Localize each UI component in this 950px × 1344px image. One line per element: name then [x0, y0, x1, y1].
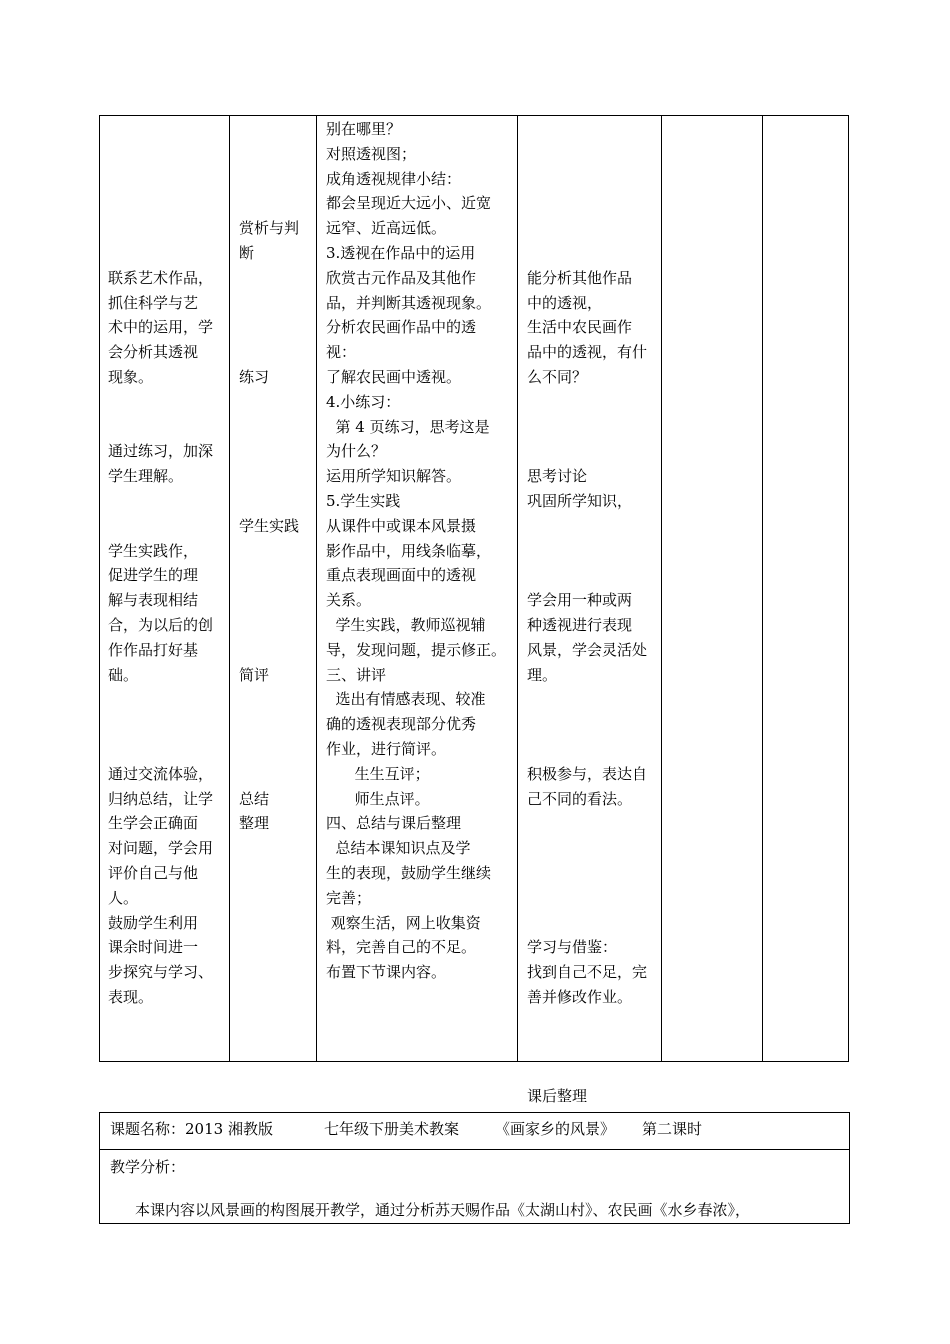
student-activity-line: [527, 836, 659, 861]
teacher-activity-line: 欣赏古元作品及其他作: [326, 268, 477, 287]
teaching-stage-line: 练习: [239, 367, 270, 386]
lesson-grade: 七年级下册美术教案: [324, 1120, 460, 1138]
student-activity-column: [527, 117, 659, 1109]
teacher-activity-line: 对照透视图；: [326, 144, 417, 163]
student-activity-line: [527, 687, 659, 712]
teacher-activity-line: 5.学生实践: [326, 491, 401, 510]
teacher-activity-line: 视：: [326, 343, 357, 362]
design-intent-line: [108, 142, 226, 167]
design-intent-line: 作作品打好基: [108, 640, 199, 659]
student-activity-line: 种透视进行表现: [527, 615, 633, 634]
student-activity-line: 中的透视，: [527, 293, 603, 312]
student-activity-line: [527, 539, 659, 564]
teaching-stage-line: 整理: [239, 814, 270, 833]
teacher-activity-line: 都会呈现近大远小、近宽: [326, 194, 492, 213]
teaching-stage-line: [239, 117, 314, 142]
teacher-activity-line: 为什么？: [326, 442, 387, 461]
student-activity-line: 理。: [527, 665, 558, 684]
teacher-activity-line: 生生互评；: [326, 764, 430, 783]
student-activity-line: 么不同？: [527, 367, 588, 386]
design-intent-line: 评价自己与他: [108, 863, 199, 882]
student-activity-line: [527, 241, 659, 266]
design-intent-line: 学生实践作，: [108, 541, 199, 560]
student-activity-line: [527, 1059, 659, 1084]
design-intent-line: [108, 390, 226, 415]
lesson-period: 第二课时: [642, 1120, 703, 1138]
student-activity-line: 学会用一种或两: [527, 591, 633, 610]
teaching-stage-line: [239, 315, 314, 340]
design-intent-line: 归纳总结，让学: [108, 789, 214, 808]
teaching-stage-line: [239, 266, 314, 291]
teaching-stage-line: [239, 563, 314, 588]
student-activity-line: [527, 216, 659, 241]
teaching-stage-line: [239, 762, 314, 787]
design-intent-line: 抓住科学与艺: [108, 293, 199, 312]
column-divider: [517, 115, 518, 1062]
design-intent-line: [108, 216, 226, 241]
teacher-activity-line: 3.透视在作品中的运用: [326, 243, 476, 262]
teacher-activity-line: 完善；: [326, 888, 372, 907]
teacher-activity-line: 影作品中，用线条临摹，: [326, 541, 492, 560]
design-intent-line: 现象。: [108, 367, 154, 386]
student-activity-line: [527, 415, 659, 440]
teaching-stage-line: [239, 291, 314, 316]
student-activity-line: 巩固所学知识，: [527, 491, 633, 510]
teaching-stage-line: [239, 415, 314, 440]
student-activity-line: [527, 191, 659, 216]
student-activity-line: [527, 439, 659, 464]
design-intent-line: [108, 117, 226, 142]
teacher-activity-line: 品，并判断其透视现象。: [326, 293, 492, 312]
table-border: [99, 115, 849, 116]
student-activity-line: [527, 886, 659, 911]
teaching-stage-line: 赏析与判: [239, 219, 300, 238]
teacher-activity-line: 了解农民画中透视。: [326, 367, 462, 386]
design-intent-line: 对问题，学会用: [108, 839, 214, 858]
teacher-activity-column: [326, 117, 516, 985]
design-intent-line: [108, 687, 226, 712]
teaching-stage-line: 简评: [239, 665, 270, 684]
column-divider: [99, 115, 100, 1062]
teaching-stage-line: [239, 390, 314, 415]
design-intent-line: 表现。: [108, 987, 154, 1006]
student-activity-line: 思考讨论: [527, 467, 588, 486]
teaching-stage-line: [239, 464, 314, 489]
teacher-activity-line: 关系。: [326, 591, 372, 610]
student-activity-line: 品中的透视，有什: [527, 343, 648, 362]
teacher-activity-line: 导，发现问题，提示修正。: [326, 640, 507, 659]
student-activity-line: 生活中农民画作: [527, 318, 633, 337]
teacher-activity-line: 观察生活，网上收集资: [326, 913, 481, 932]
column-divider: [229, 115, 230, 1062]
design-intent-column: [108, 117, 226, 1010]
design-intent-line: 通过练习，加深: [108, 442, 214, 461]
student-activity-line: [527, 142, 659, 167]
student-activity-line: [527, 167, 659, 192]
student-activity-line: 风景，学会灵活处: [527, 640, 648, 659]
teaching-stage-column: [239, 117, 314, 836]
design-intent-line: [108, 489, 226, 514]
teaching-stage-line: [239, 167, 314, 192]
design-intent-line: [108, 241, 226, 266]
table-border: [99, 1061, 849, 1062]
teacher-activity-line: 分析农民画作品中的透: [326, 318, 477, 337]
column-divider: [661, 115, 662, 1062]
teaching-stage-line: 总结: [239, 789, 270, 808]
student-activity-line: [527, 390, 659, 415]
design-intent-line: 鼓励学生利用: [108, 913, 199, 932]
teacher-activity-line: 料，完善自己的不足。: [326, 938, 477, 957]
table-border: [99, 1112, 100, 1224]
column-divider: [316, 115, 317, 1062]
student-activity-line: [527, 1010, 659, 1035]
design-intent-line: 合，为以后的创: [108, 615, 214, 634]
teaching-stage-line: [239, 588, 314, 613]
teacher-activity-line: 师生点评。: [326, 789, 430, 808]
design-intent-line: 联系艺术作品，: [108, 268, 214, 287]
design-intent-line: 学生理解。: [108, 467, 184, 486]
design-intent-line: 会分析其透视: [108, 343, 199, 362]
teacher-activity-line: 别在哪里？: [326, 120, 402, 138]
student-activity-line: 积极参与，表达自: [527, 764, 648, 783]
teaching-stage-line: [239, 539, 314, 564]
student-activity-line: [527, 563, 659, 588]
column-divider: [762, 115, 763, 1062]
student-activity-line: 能分析其他作品: [527, 268, 633, 287]
design-intent-line: [108, 712, 226, 737]
teaching-stage-line: 学生实践: [239, 516, 300, 535]
table-border: [99, 1112, 850, 1113]
teaching-stage-line: [239, 613, 314, 638]
teacher-activity-line: 布置下节课内容。: [326, 963, 447, 982]
teacher-activity-line: 学生实践，教师巡视辅: [326, 615, 486, 634]
teacher-activity-line: 四、总结与课后整理: [326, 814, 462, 833]
lesson-title-label: 课题名称：2013 湘教版: [110, 1120, 273, 1138]
design-intent-line: 术中的运用，学: [108, 318, 214, 337]
table-border: [99, 1223, 850, 1224]
teaching-stage-line: [239, 142, 314, 167]
teaching-stage-line: 断: [239, 243, 255, 262]
teacher-activity-line: 生的表现，鼓励学生继续: [326, 863, 492, 882]
teaching-stage-line: [239, 191, 314, 216]
design-intent-line: [108, 737, 226, 762]
design-intent-line: [108, 167, 226, 192]
teacher-activity-line: 重点表现画面中的透视: [326, 566, 477, 585]
teaching-stage-line: [239, 489, 314, 514]
teacher-activity-line: 第 4 页练习，思考这是: [326, 417, 490, 436]
table-border: [849, 1112, 850, 1224]
teacher-activity-line: 从课件中或课本风景摄: [326, 516, 477, 535]
teacher-activity-line: 4.小练习：: [326, 392, 401, 411]
teacher-activity-line: 总结本课知识点及学: [326, 839, 471, 858]
design-intent-line: 人。: [108, 888, 139, 907]
design-intent-line: 础。: [108, 665, 139, 684]
student-activity-line: [527, 712, 659, 737]
design-intent-line: [108, 514, 226, 539]
design-intent-line: 课余时间进一: [108, 938, 199, 957]
teacher-activity-line: 作业，进行简评。: [326, 739, 447, 758]
teacher-activity-line: 成角透视规律小结：: [326, 169, 462, 188]
teacher-activity-line: 选出有情感表现、较准: [326, 690, 486, 709]
teacher-activity-line: 运用所学知识解答。: [326, 467, 462, 486]
design-intent-line: [108, 415, 226, 440]
student-activity-line: [527, 911, 659, 936]
teaching-stage-line: [239, 340, 314, 365]
student-activity-line: 学习与借鉴：: [527, 938, 618, 957]
student-activity-line: [527, 811, 659, 836]
teaching-stage-line: [239, 687, 314, 712]
student-activity-line: [527, 737, 659, 762]
design-intent-line: 生学会正确面: [108, 814, 199, 833]
student-activity-line: 善并修改作业。: [527, 987, 633, 1006]
teacher-activity-line: 三、讲评: [326, 665, 387, 684]
student-activity-line: [527, 514, 659, 539]
student-activity-line: [527, 861, 659, 886]
teacher-activity-line: 确的透视表现部分优秀: [326, 715, 477, 734]
student-activity-line: 课后整理: [527, 1087, 588, 1106]
teaching-stage-line: [239, 737, 314, 762]
design-intent-line: [108, 191, 226, 216]
design-intent-line: 解与表现相结: [108, 591, 199, 610]
analysis-label: 教学分析：: [110, 1158, 186, 1176]
design-intent-line: 步探究与学习、: [108, 963, 214, 982]
lesson-book-title: 《画家乡的风景》: [495, 1120, 616, 1138]
teaching-stage-line: [239, 638, 314, 663]
row-divider: [99, 1149, 850, 1150]
teacher-activity-line: 远窄、近高远低。: [326, 219, 447, 238]
student-activity-line: [527, 117, 659, 142]
analysis-text: 本课内容以风景画的构图展开教学，通过分析苏天赐作品《太湖山村》、农民画《水乡春浓》，: [135, 1201, 751, 1219]
design-intent-line: 促进学生的理: [108, 566, 199, 585]
design-intent-line: 通过交流体验，: [108, 764, 214, 783]
column-divider: [848, 115, 849, 1062]
student-activity-line: 找到自己不足，完: [527, 963, 648, 982]
student-activity-line: [527, 1034, 659, 1059]
student-activity-line: 己不同的看法。: [527, 789, 633, 808]
teaching-stage-line: [239, 439, 314, 464]
teaching-stage-line: [239, 712, 314, 737]
